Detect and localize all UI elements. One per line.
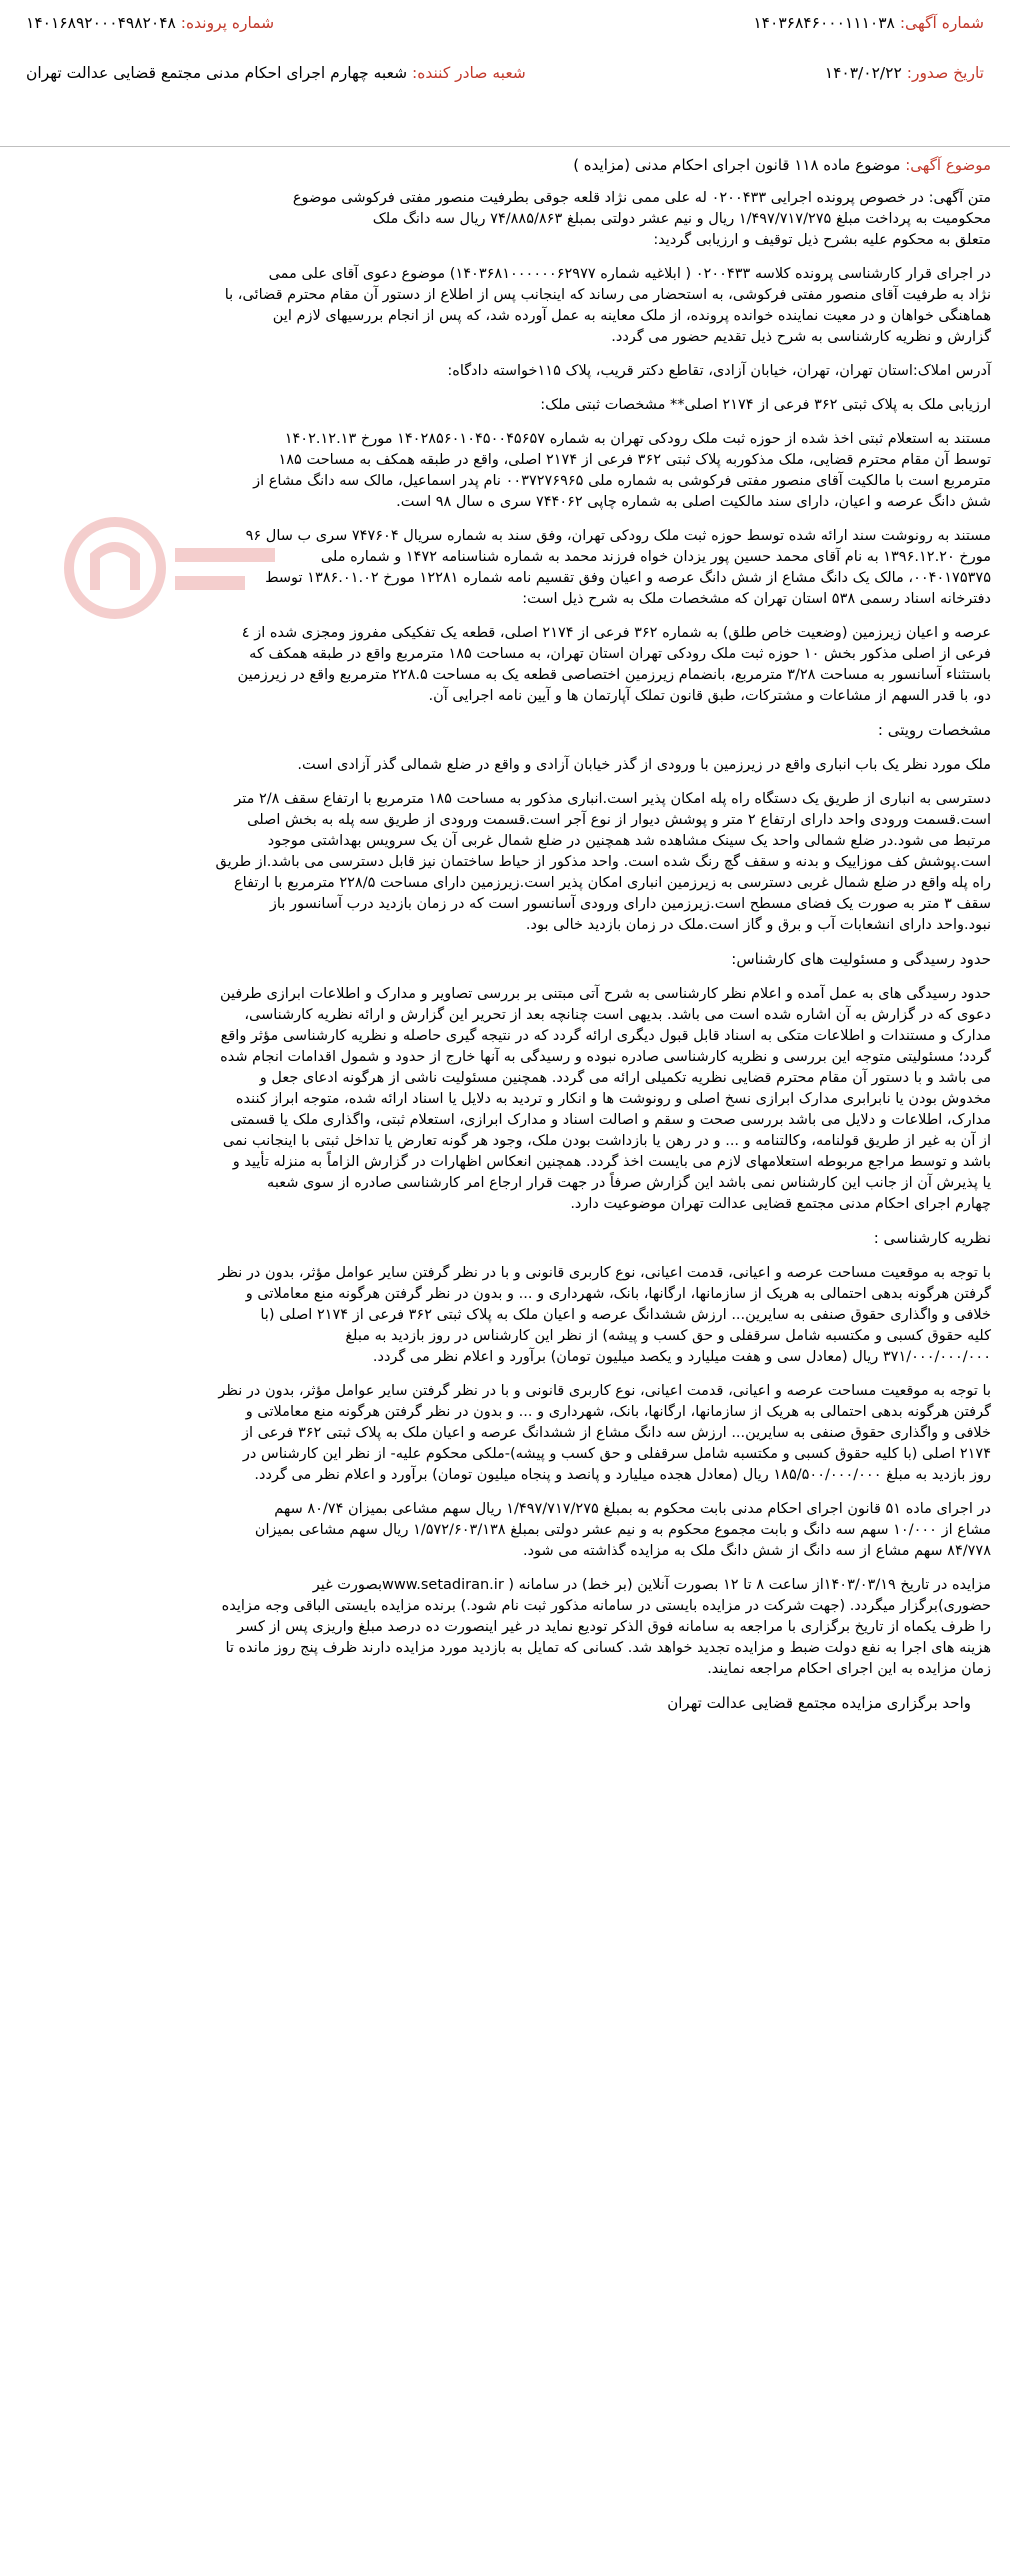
text-line: ۳۷۱/۰۰۰/۰۰۰/۰۰۰ ریال (معادل سی و هفت میلیارد و یکصد میلیون تومان) برآورد و اعلام نظر می گردد. [372,1349,991,1365]
ad-number-label: شماره آگهی: [899,14,984,32]
text-line: روز بازدید به مبلغ ۱۸۵/۵۰۰/۰۰۰/۰۰۰ ریال (معادل هجده میلیارد و پانصد و پنجاه میلیون تومان) برآورد و اعلام نظر می گردد. [254,1467,991,1483]
text-line: را ظرف یکماه از تاریخ برگزاری با مراجعه به سامانه فوق الذکر تودیع نماید در غیر اینصورت ده درصد مبلغ واریزی پس از کسر [237,1619,991,1635]
text-line: راه پله واقع در ضلع شمال غربی دسترسی به زیرزمین انباری امکان پذیر است.زیرزمین دارای مساحت ۲۲۸/۵ مترمربع با ارتفاع [233,875,991,891]
signature: واحد برگزاری مزایده مجتمع قضایی عدالت تهران [667,1694,971,1712]
heading-expert-scope: حدود رسیدگی و مسئولیت های کارشناس: [731,950,991,968]
text-line: شش دانگ عرصه و اعیان، دارای سند مالکیت اصلی به شماره چاپی ۷۴۴۰۶۲ سری ه سال ۹۸ است. [396,494,991,510]
text-line: ۲۱۷۴ اصلی (با کلیه حقوق کسبی و مکتسبه شامل سرقفلی و حق کسب و پیشه)-ملکی محکوم علیه- از نظر این کارشناس در [242,1446,991,1462]
text-line: خلافی و واگذاری حقوق صنفی به سایرین... ارزش سه دانگ مشاع از ششدانگ عرصه و اعیان ملک به پلاک ثبتی ۳۶۲ فرعی از [242,1425,991,1441]
ad-number [753,14,984,32]
text-line: در اجرای ماده ۵۱ قانون اجرای احکام مدنی بابت محکوم به بمبلغ ۱/۴۹۷/۷۱۷/۲۷۵ ریال سهم مشاعی بمیزان ۸۰/۷۴ سهم [274,1501,991,1517]
text-line: مرتبط می شود.در ضلع شمالی واحد یک سینک مشاهده شد همچنین در ضلع شمال غربی آن یک سرویس بهداشتی موجود [267,833,991,849]
text-line: هزینه های اجرا به نفع دولت ضبط و مزایده تجدید خواهد شد. کسانی که تمایل به بازدید مورد مزایده دارند ظرف پنج روز مانده تا [225,1640,991,1656]
text-line: می باشد و با دستور آن مقام محترم قضایی نظریه تکمیلی ارائه می گردد. همچنین مسئولیت ناشی از هرگونه ادعای جعل و [259,1070,991,1086]
text-line: دو، با قدر السهم از مشاعات و مشترکات، طبق قانون تملک آپارتمان ها و آیین نامه اجرایی آن. [428,688,991,704]
paragraph-valuation-half [25,1381,991,1486]
paragraph-access-description [25,789,991,936]
text-line: ۰۰۴۰۱۷۵۳۷۵، مالک یک دانگ مشاع از شش دانگ عرصه و اعیان وفق تقسیم نامه شماره ۱۲۲۸۱ مورخ ۱۳۸۶.۰۱.۰۲ توسط [265,570,991,586]
paragraph-storage-summary [25,755,991,776]
text-line: مخدوش بودن یا نابرابری مدارک ابرازی نسخ اصلی و رونوشت ها و انکار و تردید به دلایل یا اسناد ارائه شده، متوجه ابراز کننده [235,1091,991,1107]
header-divider [0,146,1010,147]
text-line: گردد؛ مسئولیتی متوجه این بررسی و نظریه کارشناسی صادره نبوده و رسیدگی به آنها خارج از حدود و شمول اقدامات انجام شده [220,1049,991,1065]
heading-expert-opinion: نظریه کارشناسی : [873,1229,991,1247]
announcement-body [25,150,991,1714]
heading-visual-specs: مشخصات رویتی : [877,721,991,739]
subject [25,156,991,174]
text-line: باشد و توسط مراجع مربوطه استعلامهای لازم می بایست اخذ گردد. همچنین انعکاس اظهارات در گزارش الزاماً به منزله تأیید و [232,1154,991,1170]
text-line: است.پوشش کف موزاییک و بدنه و سقف گچ رنگ شده است. واحد مذکور از حیاط ساختمان نیز قابل دسترسی می باشد.از طریق [215,854,991,870]
text-line: گرفتن هرگونه بدهی احتمالی به هریک از سازمانها، ارگانها، بانک، شهرداری و ... و بدون در نظر گرفتن هرگونه منع معاملاتی و [245,1404,991,1420]
paragraph-address [25,361,991,382]
subject-label: موضوع آگهی: [905,156,991,174]
text-line: مترمربع است با مالکیت آقای منصور مفتی فرکوشی به شماره ملی ۰۰۳۷۲۷۶۹۶۵ نام پدر اسماعیل، مالک سه دانگ مشاع از [253,473,991,489]
text-line: مدارک و مستندات و اطلاعات متکی به اسناد قابل قبول دیگری ارائه گردد که در نتیجه گیری حاصله و نظریه کارشناسی مؤثر واقع [220,1028,991,1044]
subject-text: موضوع ماده ۱۱۸ قانون اجرای احکام مدنی (مزایده ) [573,156,901,174]
text-line: ملک مورد نظر یک باب انباری واقع در زیرزمین با ورودی از گذر خیابان آزادی و واقع در ضلع شمالی گذر آزادی است. [297,757,991,773]
text-line: متعلق به محکوم علیه بشرح ذیل توقیف و ارزیابی گردید: [653,232,991,248]
text-line: هماهنگی خواهان و در معیت نماینده خوانده پرونده، از ملک معاینه به عمل آورده شد، که پس از انجام بررسیهای لازم این [272,308,991,324]
text-line: توسط آن مقام محترم قضایی، ملک مذکوربه پلاک ثبتی ۳۶۲ فرعی از ۲۱۷۴ اصلی، واقع در طبقه همکف به مساحت ۱۸۵ [278,452,991,468]
text-line: خلافی و واگذاری حقوق صنفی به سایرین... ارزش ششدانگ عرصه و اعیان ملک به پلاک ثبتی ۳۶۲ فرعی از ۲۱۷۴ اصلی (با [260,1307,991,1323]
text-line: آدرس املاک:استان تهران، تهران، خیابان آزادی، تقاطع دکتر قریب، پلاک ۱۱۵خواسته دادگاه: [447,363,991,379]
paragraph-expert-scope [25,984,991,1215]
text-line: کلیه حقوق کسبی و مکتسبه شامل سرقفلی و حق کسب و پیشه) از نظر این کارشناس در روز بازدید به مبلغ [345,1328,991,1344]
text-line: عرصه و اعیان زیرزمین (وضعیت خاص طلق) به شماره ۳۶۲ فرعی از ۲۱۷۴ اصلی، قطعه یک تفکیکی مفروز ومجزی شده از ٤ [241,625,991,641]
text-line: نژاد به طرفیت آقای منصور مفتی فرکوشی، به استحضار می رساند که اینجانب پس از اطلاع از دستور آن مقام محترم قضائی، با [224,287,991,303]
text-line: گرفتن هرگونه بدهی احتمالی به هریک از سازمانها، ارگانها، بانک، شهرداری و ... و بدون در نظر گرفتن هرگونه منع معاملاتی و [245,1286,991,1302]
text-line: از آن به غیر از طریق قولنامه، وکالتنامه و ... و در رهن یا بازداشت بودن ملک، وجود هر گونه تعارض یا تداخل ثبتی با اینجانب نمی [222,1133,991,1149]
text-line: حضوری)برگزار میگردد. (جهت شرکت در مزایده بایستی در سامانه مذکور ثبت نام شود.) برنده مزایده بایستی الباقی وجه مزایده [221,1598,991,1614]
paragraph-valuation-full [25,1263,991,1368]
ad-number-value: ۱۴۰۳۶۸۴۶۰۰۰۱۱۱۰۳۸ [753,14,895,32]
text-line: ارزیابی ملک به پلاک ثبتی ۳۶۲ فرعی از ۲۱۷۴ اصلی** مشخصات ثبتی ملک: [540,397,991,413]
paragraph-property-details [25,623,991,707]
text-line: مستند به رونوشت سند ارائه شده توسط حوزه ثبت ملک رودکی تهران، وفق سند به شماره سریال ۷۴۷۶۰۴ سری ب سال ۹۶ [245,528,991,544]
announcement-header [0,0,1010,142]
text-line: متن آگهی: در خصوص پرونده اجرایی ۰۲۰۰۴۳۳ له علی ممی نژاد قلعه جوقی بطرفیت منصور مفتی فرکوشی موضوع [292,190,991,206]
text-line: باستثناء آسانسور به مساحت ۳/۲۸ مترمربع، بانضمام زیرزمین اختصاصی قطعه یک به مساحت ۲۲۸.۵ مترمربع واقع در زیرزمین [237,667,991,683]
text-line: گزارش و نظریه کارشناسی به شرح ذیل تقدیم حضور می گردد. [611,329,991,345]
text-line: است.قسمت ورودی واحد دارای ارتفاع ۲ متر و پوشش دیوار از نوع آجر است.قسمت ورودی از طریق سه پله به بخش اصلی [247,812,991,828]
text-line: با توجه به موقعیت مساحت عرصه و اعیانی، قدمت اعیانی، نوع کاربری قانونی و با در نظر گرفتن سایر عوامل مؤثر، بدون در نظر [218,1383,991,1399]
text-line: مشاع از ۱۰/۰۰۰ سهم سه دانگ و بابت مجموع محکوم به و نیم عشر دولتی بمبلغ ۱/۵۷۲/۶۰۳/۱۳۸ ریال سهم مشاعی بمیزان [254,1522,991,1538]
issuer-label: شعبه صادر کننده: [412,64,526,82]
text-line: سقف ۳ متر به صورت یک فضای مسطح است.زیرزمین دارای ورودی آسانسور است که در زمان بازدید درب آسانسور باز [269,896,991,912]
text-line: حدود رسیدگی های به عمل آمده و اعلام نظر کارشناسی به شرح آتی مبتنی بر بررسی تصاویر و مدارک و اطلاعات ابرازی طرفین [219,986,991,1002]
text-line: دفترخانه اسناد رسمی ۵۳۸ استان تهران که مشخصات ملک به شرح ذیل است: [522,591,991,607]
text-line: با توجه به موقعیت مساحت عرصه و اعیانی، قدمت اعیانی، نوع کاربری قانونی و با در نظر گرفتن سایر عوامل مؤثر، بدون در نظر [218,1265,991,1281]
paragraph-plate [25,395,991,416]
case-number-label: شماره پرونده: [180,14,275,32]
text-line: مزایده در تاریخ ۱۴۰۳/۰۳/۱۹از ساعت ۸ تا ۱۲ بصورت آنلاین (بر خط) در سامانه ( www.setadiran.irبصورت غیر [312,1577,991,1593]
paragraph-intro [25,188,991,251]
text-line: یا پذیرش آن از جانب این کارشناس نمی باشد این گزارش صرفاً در جهت قرار ارجاع امر کارشناسی صادره از سوی شعبه [267,1175,991,1191]
case-number [26,14,274,32]
paragraph-article-51 [25,1499,991,1562]
issue-date-value: ۱۴۰۳/۰۲/۲۲ [824,64,902,82]
text-line: دسترسی به انباری از طریق یک دستگاه راه پله امکان پذیر است.انباری مذکور به مساحت ۱۸۵ مترمربع با ارتفاع سقف ۲/۸ متر [234,791,991,807]
text-line: مورخ ۱۳۹۶.۱۲.۲۰ به نام آقای محمد حسین پور یزدان خواه فرزند محمد به شماره شناسنامه ۱۴۷۲ و شماره ملی [320,549,991,565]
paragraph-auction-terms [25,1575,991,1680]
issue-date-label: تاریخ صدور: [906,64,984,82]
issue-date [825,64,984,82]
text-line: مستند به استعلام ثبتی اخذ شده از حوزه ثبت ملک رودکی تهران به شماره ۱۴۰۲۸۵۶۰۱۰۴۵۰۰۴۵۶۵۷ مورخ ۱۴۰۲.۱۲.۱۳ [284,431,991,447]
text-line: در اجرای قرار کارشناسی پرونده کلاسه ۰۲۰۰۴۳۳ ( ابلاغیه شماره ۱۴۰۳۶۸۱۰۰۰۰۰۰۶۲۹۷۷) موضوع دعوی آقای علی ممی [268,266,991,282]
issuer [26,64,526,82]
issuer-value: شعبه چهارم اجرای احکام مدنی مجتمع قضایی عدالت تهران [26,64,408,82]
text-line: محکومیت به پرداخت مبلغ ۱/۴۹۷/۷۱۷/۲۷۵ ریال و نیم عشر دولتی بمبلغ ۷۴/۸۸۵/۸۶۳ ریال سه دانگ ملک [372,211,991,227]
text-line: زمان مزایده به این اجرای احکام مراجعه نمایند. [707,1661,991,1677]
text-line: چهارم اجرای احکام مدنی مجتمع قضایی عدالت تهران موضوعیت دارد. [570,1196,991,1212]
paragraph-deed-copy [25,526,991,610]
text-line: ۸۴/۷۷۸ سهم مشاع از سه دانگ از شش دانگ ملک به مزایده گذاشته می شود. [522,1543,991,1559]
text-line: دعوی که در گزارش به آن اشاره شده است می باشد. بدیهی است چنانچه بعد از تحریر این گزارش و ارائه نظریه کارشناسی، [244,1007,991,1023]
paragraph-expert-order [25,264,991,348]
case-number-value: ۱۴۰۱۶۸۹۲۰۰۰۴۹۸۲۰۴۸ [26,14,176,32]
paragraph-registry-inquiry [25,429,991,513]
text-line: مدارک، اطلاعات و دلایل می باشد بررسی صحت و سقم و اصالت اسناد و مدارک ابرازی، استعلام ثبتی، واگذاری ملک یا قسمتی [230,1112,991,1128]
text-line: نبود.واحد دارای انشعابات آب و برق و گاز است.ملک در زمان بازدید خالی بود. [525,917,991,933]
text-line: فرعی از اصلی مذکور بخش ۱۰ حوزه ثبت ملک رودکی تهران استان تهران، به مساحت ۱۸۵ مترمربع واقع در طبقه همکف که [249,646,991,662]
